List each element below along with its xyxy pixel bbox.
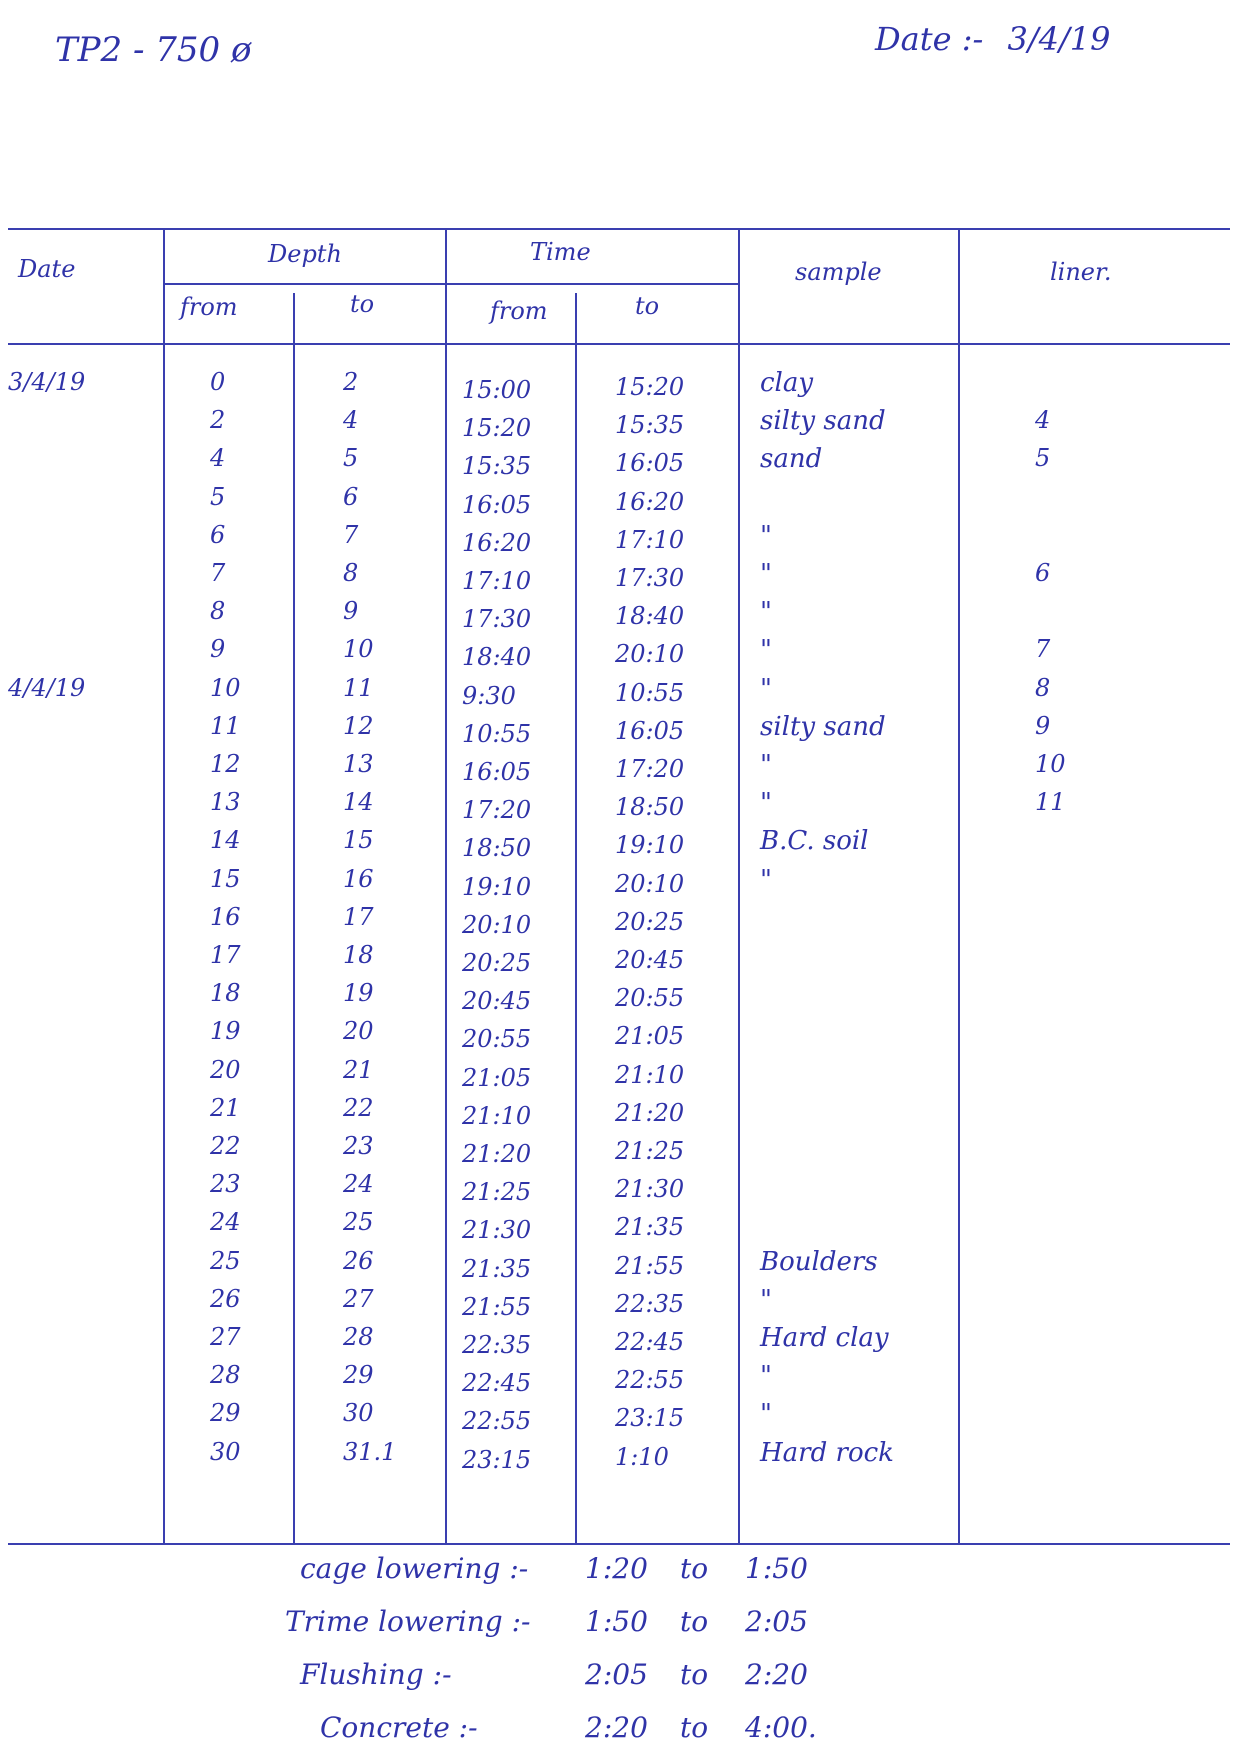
cell-sample: clay bbox=[760, 368, 814, 398]
cell-liner: 6 bbox=[1035, 559, 1051, 587]
cell-to: 23 bbox=[343, 1132, 374, 1160]
cell-from: 8 bbox=[210, 597, 226, 625]
cell-tto: 20:10 bbox=[615, 640, 685, 668]
cell-tto: 22:55 bbox=[615, 1366, 685, 1394]
cell-to: 16 bbox=[343, 865, 374, 893]
cell-tfrom: 10:55 bbox=[462, 720, 532, 748]
cell-to: 14 bbox=[343, 788, 374, 816]
cell-tto: 18:40 bbox=[615, 602, 685, 630]
cell-from: 14 bbox=[210, 826, 241, 854]
cell-liner: 4 bbox=[1035, 406, 1051, 434]
cell-from: 13 bbox=[210, 788, 241, 816]
cell-tto: 16:05 bbox=[615, 717, 685, 745]
cell-from: 6 bbox=[210, 521, 226, 549]
cell-tto: 21:10 bbox=[615, 1061, 685, 1089]
cell-tto: 20:10 bbox=[615, 870, 685, 898]
cell-to: 10 bbox=[343, 635, 374, 663]
cell-from: 25 bbox=[210, 1247, 241, 1275]
cell-from: 16 bbox=[210, 903, 241, 931]
cell-to: 17 bbox=[343, 903, 374, 931]
cell-from: 20 bbox=[210, 1056, 241, 1084]
footer-to: 1:50 bbox=[745, 1552, 808, 1585]
cell-liner: 11 bbox=[1035, 788, 1066, 816]
cell-tfrom: 20:10 bbox=[462, 911, 532, 939]
cell-to: 6 bbox=[343, 483, 359, 511]
cell-tto: 21:35 bbox=[615, 1213, 685, 1241]
cell-to: 28 bbox=[343, 1323, 374, 1351]
cell-date: 3/4/19 bbox=[8, 368, 86, 396]
cell-to: 21 bbox=[343, 1056, 374, 1084]
cell-tto: 1:10 bbox=[615, 1443, 669, 1471]
footer-from: 1:50 bbox=[585, 1605, 648, 1638]
cell-from: 24 bbox=[210, 1208, 241, 1236]
cell-to: 13 bbox=[343, 750, 374, 778]
cell-to: 31.1 bbox=[343, 1438, 397, 1466]
header-liner: liner. bbox=[1050, 258, 1112, 286]
cell-tto: 21:25 bbox=[615, 1137, 685, 1165]
cell-from: 27 bbox=[210, 1323, 241, 1351]
header-sample: sample bbox=[795, 258, 882, 286]
cell-from: 26 bbox=[210, 1285, 241, 1313]
date-value: 3/4/19 bbox=[1007, 20, 1111, 58]
cell-tfrom: 22:45 bbox=[462, 1369, 532, 1397]
cell-to: 25 bbox=[343, 1208, 374, 1236]
header-time: Time bbox=[530, 238, 591, 266]
footer-from: 2:20 bbox=[585, 1711, 648, 1744]
cell-from: 2 bbox=[210, 406, 226, 434]
cell-liner: 8 bbox=[1035, 674, 1051, 702]
cell-tfrom: 17:10 bbox=[462, 567, 532, 595]
cell-tfrom: 21:30 bbox=[462, 1216, 532, 1244]
footer-label: Trime lowering :- bbox=[285, 1605, 531, 1638]
cell-tfrom: 19:10 bbox=[462, 873, 532, 901]
cell-tfrom: 16:05 bbox=[462, 491, 532, 519]
cell-sample: silty sand bbox=[760, 712, 886, 742]
cell-tfrom: 22:55 bbox=[462, 1407, 532, 1435]
cell-tfrom: 23:15 bbox=[462, 1446, 532, 1474]
cell-from: 12 bbox=[210, 750, 241, 778]
cell-tto: 22:45 bbox=[615, 1328, 685, 1356]
sheet-title: TP2 - 750 ø bbox=[55, 30, 252, 70]
cell-tfrom: 22:35 bbox=[462, 1331, 532, 1359]
footer-to-word: to bbox=[680, 1658, 709, 1691]
cell-to: 30 bbox=[343, 1399, 374, 1427]
cell-from: 28 bbox=[210, 1361, 241, 1389]
footer-to-word: to bbox=[680, 1605, 709, 1638]
cell-to: 5 bbox=[343, 444, 359, 472]
cell-tfrom: 21:25 bbox=[462, 1178, 532, 1206]
cell-sample: B.C. soil bbox=[760, 826, 869, 856]
cell-date: 4/4/19 bbox=[8, 674, 86, 702]
cell-from: 21 bbox=[210, 1094, 241, 1122]
sheet-date bbox=[875, 20, 1110, 58]
cell-sample: sand bbox=[760, 444, 823, 474]
cell-to: 15 bbox=[343, 826, 374, 854]
cell-from: 18 bbox=[210, 979, 241, 1007]
cell-sample: " bbox=[760, 559, 772, 589]
cell-tto: 16:05 bbox=[615, 449, 685, 477]
cell-to: 8 bbox=[343, 559, 359, 587]
footer-from: 1:20 bbox=[585, 1552, 648, 1585]
cell-sample: Boulders bbox=[760, 1247, 878, 1277]
cell-tto: 10:55 bbox=[615, 679, 685, 707]
cell-tto: 23:15 bbox=[615, 1404, 685, 1432]
cell-sample: Hard clay bbox=[760, 1323, 889, 1353]
cell-tfrom: 9:30 bbox=[462, 682, 516, 710]
cell-to: 2 bbox=[343, 368, 359, 396]
cell-tto: 20:55 bbox=[615, 984, 685, 1012]
cell-tfrom: 20:55 bbox=[462, 1025, 532, 1053]
cell-tto: 21:20 bbox=[615, 1099, 685, 1127]
cell-tto: 17:30 bbox=[615, 564, 685, 592]
cell-sample: " bbox=[760, 597, 772, 627]
cell-to: 4 bbox=[343, 406, 359, 434]
cell-from: 23 bbox=[210, 1170, 241, 1198]
footer-to: 2:20 bbox=[745, 1658, 808, 1691]
cell-sample: " bbox=[760, 1285, 772, 1315]
footer-label: Concrete :- bbox=[320, 1711, 478, 1744]
date-label: Date :- bbox=[875, 20, 984, 58]
cell-tto: 20:25 bbox=[615, 908, 685, 936]
cell-tfrom: 21:55 bbox=[462, 1293, 532, 1321]
cell-sample: silty sand bbox=[760, 406, 886, 436]
cell-to: 26 bbox=[343, 1247, 374, 1275]
cell-tfrom: 20:45 bbox=[462, 987, 532, 1015]
cell-to: 24 bbox=[343, 1170, 374, 1198]
cell-tfrom: 18:40 bbox=[462, 643, 532, 671]
cell-sample: " bbox=[760, 521, 772, 551]
cell-from: 10 bbox=[210, 674, 241, 702]
cell-tfrom: 21:20 bbox=[462, 1140, 532, 1168]
cell-from: 0 bbox=[210, 368, 226, 396]
footer-to-word: to bbox=[680, 1711, 709, 1744]
cell-to: 20 bbox=[343, 1017, 374, 1045]
footer-from: 2:05 bbox=[585, 1658, 648, 1691]
cell-tfrom: 21:35 bbox=[462, 1255, 532, 1283]
cell-tfrom: 15:35 bbox=[462, 452, 532, 480]
cell-liner: 5 bbox=[1035, 444, 1051, 472]
header-depth-from: from bbox=[180, 293, 238, 321]
footer-label: Flushing :- bbox=[300, 1658, 452, 1691]
cell-from: 17 bbox=[210, 941, 241, 969]
cell-tfrom: 21:10 bbox=[462, 1102, 532, 1130]
cell-to: 18 bbox=[343, 941, 374, 969]
cell-tto: 16:20 bbox=[615, 488, 685, 516]
cell-tfrom: 16:20 bbox=[462, 529, 532, 557]
cell-tto: 21:30 bbox=[615, 1175, 685, 1203]
cell-sample: " bbox=[760, 865, 772, 895]
cell-liner: 10 bbox=[1035, 750, 1066, 778]
cell-liner: 9 bbox=[1035, 712, 1051, 740]
cell-tto: 21:05 bbox=[615, 1022, 685, 1050]
cell-from: 22 bbox=[210, 1132, 241, 1160]
cell-to: 12 bbox=[343, 712, 374, 740]
cell-tfrom: 21:05 bbox=[462, 1064, 532, 1092]
cell-to: 7 bbox=[343, 521, 359, 549]
cell-sample: " bbox=[760, 750, 772, 780]
cell-tfrom: 18:50 bbox=[462, 834, 532, 862]
cell-from: 4 bbox=[210, 444, 226, 472]
header-time-to: to bbox=[635, 292, 660, 320]
cell-from: 9 bbox=[210, 635, 226, 663]
cell-tto: 17:10 bbox=[615, 526, 685, 554]
cell-sample: " bbox=[760, 1361, 772, 1391]
cell-from: 19 bbox=[210, 1017, 241, 1045]
cell-tfrom: 15:00 bbox=[462, 376, 532, 404]
cell-tto: 15:35 bbox=[615, 411, 685, 439]
cell-sample: " bbox=[760, 674, 772, 704]
header-date: Date bbox=[18, 255, 76, 283]
cell-from: 11 bbox=[210, 712, 241, 740]
cell-tfrom: 17:20 bbox=[462, 796, 532, 824]
cell-sample: " bbox=[760, 788, 772, 818]
cell-to: 29 bbox=[343, 1361, 374, 1389]
cell-tfrom: 20:25 bbox=[462, 949, 532, 977]
cell-tto: 19:10 bbox=[615, 831, 685, 859]
header-depth-to: to bbox=[350, 290, 375, 318]
cell-to: 22 bbox=[343, 1094, 374, 1122]
cell-from: 29 bbox=[210, 1399, 241, 1427]
cell-tto: 15:20 bbox=[615, 373, 685, 401]
cell-tto: 18:50 bbox=[615, 793, 685, 821]
cell-to: 19 bbox=[343, 979, 374, 1007]
cell-from: 7 bbox=[210, 559, 226, 587]
cell-sample: " bbox=[760, 635, 772, 665]
footer-to-word: to bbox=[680, 1552, 709, 1585]
cell-sample: " bbox=[760, 1399, 772, 1429]
cell-to: 11 bbox=[343, 674, 374, 702]
footer-to: 2:05 bbox=[745, 1605, 808, 1638]
cell-tto: 21:55 bbox=[615, 1252, 685, 1280]
cell-from: 30 bbox=[210, 1438, 241, 1466]
header-time-from: from bbox=[490, 297, 548, 325]
cell-tfrom: 16:05 bbox=[462, 758, 532, 786]
cell-tto: 22:35 bbox=[615, 1290, 685, 1318]
cell-tfrom: 15:20 bbox=[462, 414, 532, 442]
cell-from: 5 bbox=[210, 483, 226, 511]
footer-label: cage lowering :- bbox=[300, 1552, 529, 1585]
cell-liner: 7 bbox=[1035, 635, 1051, 663]
cell-tto: 17:20 bbox=[615, 755, 685, 783]
cell-to: 27 bbox=[343, 1285, 374, 1313]
cell-from: 15 bbox=[210, 865, 241, 893]
cell-to: 9 bbox=[343, 597, 359, 625]
cell-sample: Hard rock bbox=[760, 1438, 894, 1468]
header-depth: Depth bbox=[268, 240, 342, 268]
footer-to: 4:00. bbox=[745, 1711, 817, 1744]
cell-tto: 20:45 bbox=[615, 946, 685, 974]
cell-tfrom: 17:30 bbox=[462, 605, 532, 633]
